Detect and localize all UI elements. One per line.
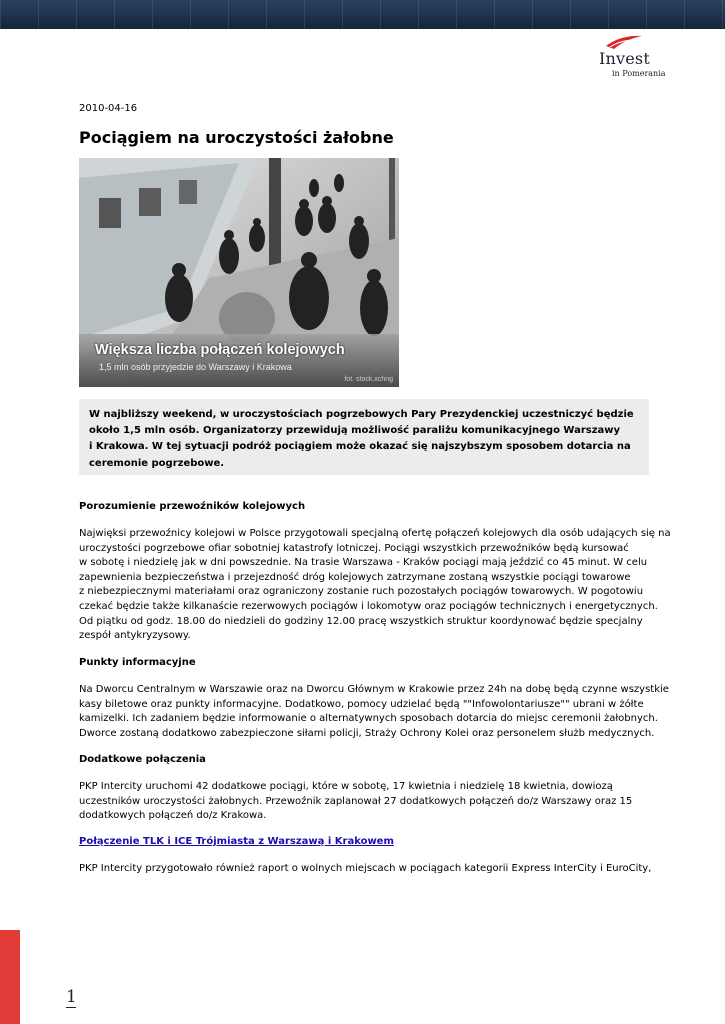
article-lead-box [79, 399, 649, 475]
body-line: Dworce zostaną dodatkowo zabezpieczone siłami policji, Straży Ochrony Kolei oraz personelem służb medycznych. [79, 727, 655, 739]
body-line: Najwięksi przewoźnicy kolejowi w Polsce przygotowali specjalną ofertę połączeń kolejowych dla osób udających się na [79, 528, 671, 539]
tlk-ice-connection-link[interactable]: Połączenie TLK i ICE Trójmiasta z Warszawą i Krakowem [79, 836, 394, 847]
section-heading-dodatkowe: Dodatkowe połączenia [79, 754, 206, 765]
body-line: z niebezpiecznymi materiałami oraz ograniczony zostanie ruch pozostałych pociągów towarowych. W pogotowiu [79, 586, 644, 598]
section-heading-porozumienie: Porozumienie przewoźników kolejowych [79, 501, 306, 512]
invest-in-pomerania-logo[interactable] [590, 34, 680, 80]
article-date: 2010-04-16 [79, 103, 138, 114]
article-photo [79, 158, 399, 387]
logo-wordmark: Invest [599, 49, 650, 68]
section-body-porozumienie [79, 527, 671, 644]
body-line: uczestników uroczystości żałobnych. Przewoźnik zaplanował 27 dodatkowych połączeń do/z Warszawy oraz 15 [79, 795, 633, 807]
photo-caption-subtitle: 1,5 mln osób przyjedzie do Warszawy i Krakowa [99, 362, 292, 372]
page-number: 1 [66, 987, 77, 1007]
body-line: w sobotę i niedzielę jak w dni powszednie. Na trasie Warszawa - Kraków pociągi mają jeździć co 45 minut. W celu [79, 557, 648, 569]
body-line: dodatkowych połączeń do/z Krakowa. [79, 810, 267, 822]
body-line: kasy biletowe oraz punkty informacyjne. Dodatkowo, pomocy udzielać będą ""Infowolontariusze"" ubrani w żółte [79, 698, 644, 710]
lead-line: około 1,5 mln osób. Organizatorzy przewidują możliwość paraliżu komunikacyjnego Warszawy [89, 425, 621, 437]
section-body-punkty [79, 683, 669, 741]
photo-caption-title: Większa liczba połączeń kolejowych [95, 342, 345, 358]
closing-paragraph [79, 862, 651, 877]
body-line: PKP Intercity przygotowało również raport o wolnych miejscach w pociągach kategorii Express InterCity i EuroCity, [79, 863, 652, 874]
article-title: Pociągiem na uroczystości żałobne [79, 128, 394, 147]
lead-line: W najbliższy weekend, w uroczystościach pogrzebowych Pary Prezydenckiej uczestniczyć będzie [89, 409, 634, 420]
section-heading-punkty: Punkty informacyjne [79, 657, 196, 668]
body-line: kamizelki. Ich zadaniem będzie informowanie o alternatywnych sposobach dotarcia do miejsc ceremonii żałobnych. [79, 713, 658, 725]
body-line: PKP Intercity uruchomi 42 dodatkowe pociągi, które w sobotę, 17 kwietnia i niedzielę 18 kwietnia, dowiozą [79, 781, 613, 792]
section-body-dodatkowe [79, 780, 632, 824]
body-line: czekać będzie także kilkanaście rezerwowych pociągów i lokomotyw oraz pociągów technicznych i energetycznych. [79, 600, 658, 612]
lead-line: ceremonie pogrzebowe. [89, 457, 225, 469]
header-bar [0, 0, 725, 29]
body-line: Od piątku od godz. 18.00 do niedzieli do godziny 12.00 pracę wszystkich struktur koordynować będzie specjalny [79, 615, 643, 627]
red-accent-strip [0, 930, 20, 1024]
body-line: zapewnienia bezpieczeństwa i przejezdność dróg kolejowych zatrzymane zostaną wszystkie pociągi towarowe [79, 571, 631, 583]
photo-credit: fot. stock.xchng [344, 376, 393, 383]
body-line: uroczystości pogrzebowe ofiar sobotniej katastrofy lotniczej. Pociągi wszystkich przewoźników będą kursować [79, 542, 629, 554]
body-line: zespół antykryzysowy. [79, 630, 191, 642]
lead-line: i Krakowa. W tej sytuacji podróż pociągiem może okazać się najszybszym sposobem dotarcia na [89, 441, 631, 453]
page-number-underline [66, 1007, 76, 1008]
logo-tagline: in Pomerania [612, 69, 666, 78]
logo-swoosh-icon [604, 34, 644, 50]
body-line: Na Dworcu Centralnym w Warszawie oraz na Dworcu Głównym w Krakowie przez 24h na dobę będą czynne wszystkie [79, 684, 669, 695]
